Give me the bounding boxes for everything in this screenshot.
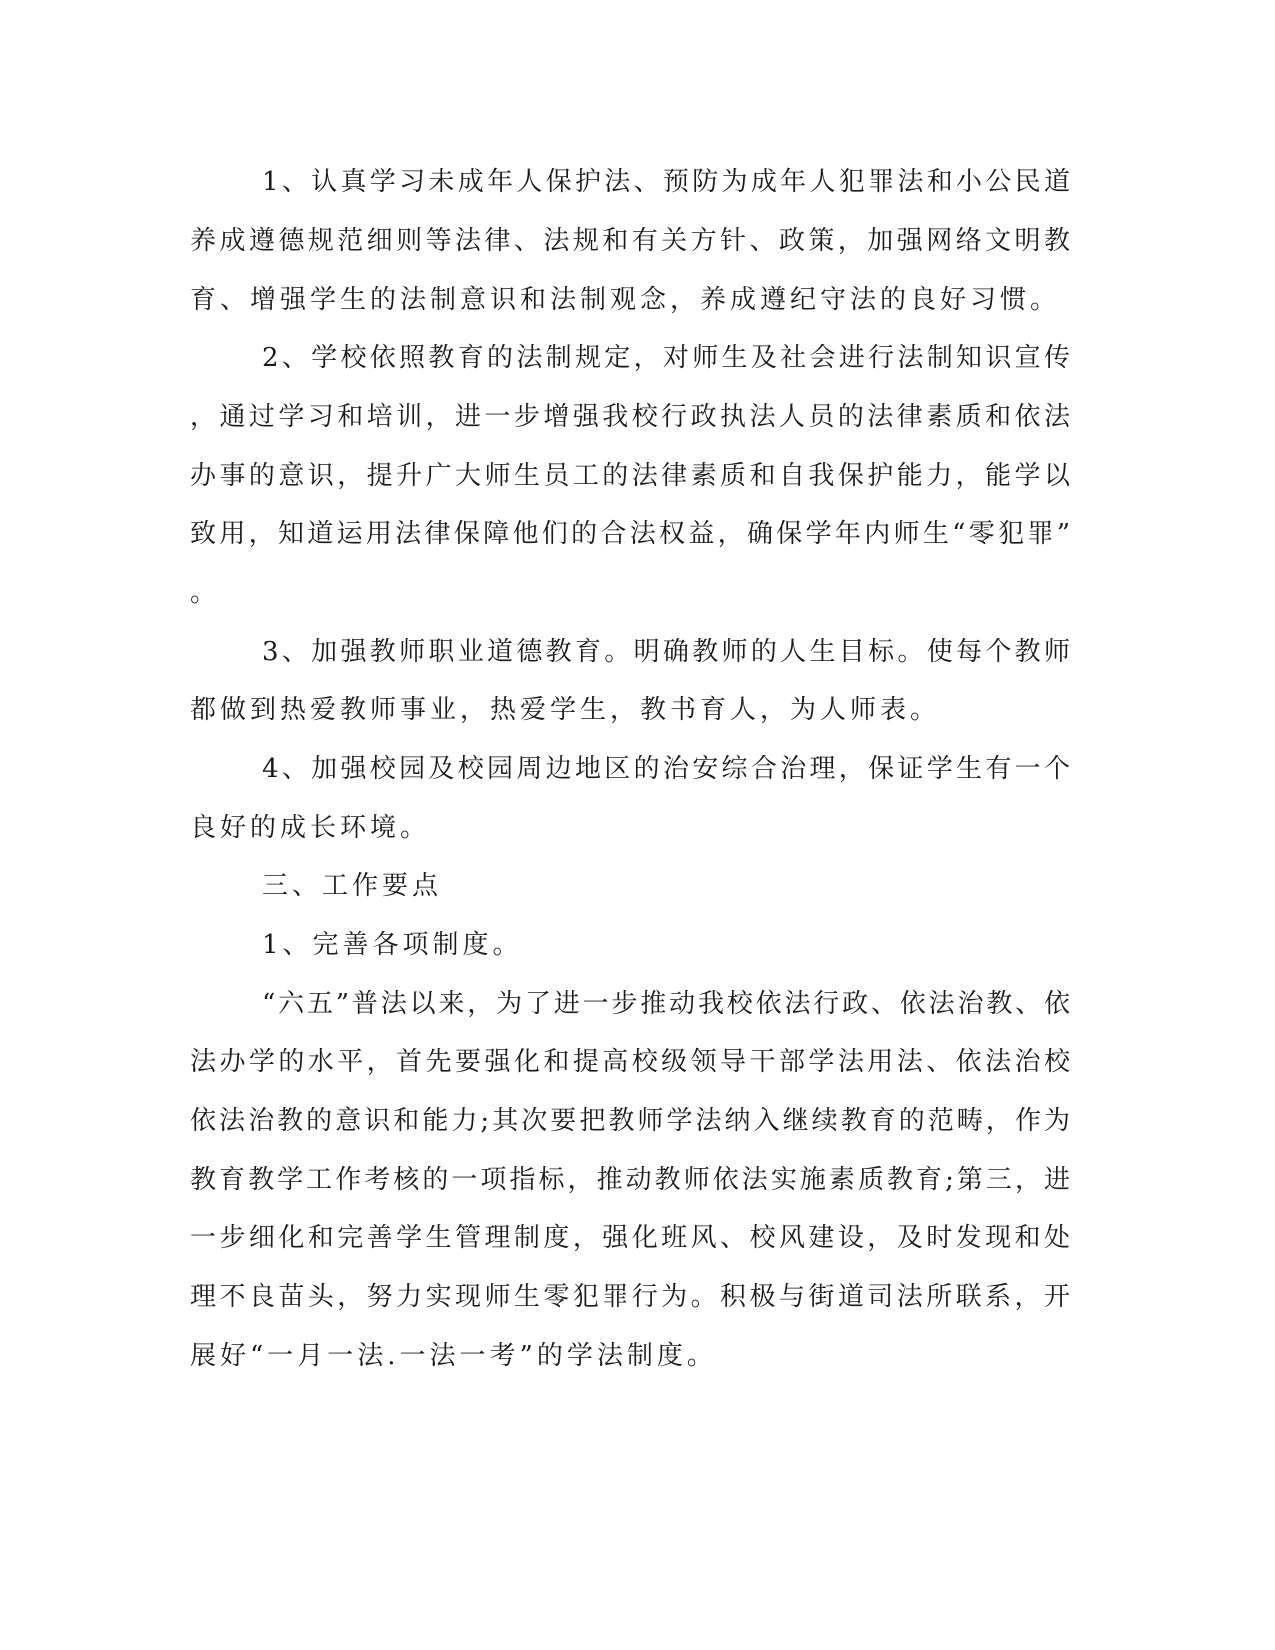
- text-line: 育、增强学生的法制意识和法制观念，养成遵纪守法的良好习惯。: [190, 285, 1061, 315]
- text-line: 养成遵德规范细则等法律、法规和有关方针、政策，加强网络文明教: [190, 226, 1070, 256]
- text-line: 致用，知道运用法律保障他们的合法权益，确保学年内师生“零犯罪”: [190, 519, 1070, 549]
- text-line: 4、加强校园及校园周边地区的治安综合治理，保证学生有一个: [262, 754, 1070, 784]
- text-line: 依法治教的意识和能力;其次要把教师学法纳入继续教育的范畴，作为: [190, 1106, 1070, 1136]
- text-line: 办事的意识，提升广大师生员工的法律素质和自我保护能力，能学以: [190, 461, 1070, 491]
- text-line: 。: [190, 578, 221, 608]
- text-line: 都做到热爱教师事业，热爱学生，教书育人，为人师表。: [190, 695, 941, 725]
- text-line: 1、认真学习未成年人保护法、预防为成年人犯罪法和小公民道: [262, 167, 1070, 197]
- text-line: 2、学校依照教育的法制规定，对师生及社会进行法制知识宣传: [262, 343, 1070, 373]
- text-line: 教育教学工作考核的一项指标，推动教师依法实施素质教育;第三，进: [190, 1165, 1070, 1195]
- section-heading: 三、工作要点: [262, 871, 443, 901]
- text-line: 3、加强教师职业道德教育。明确教师的人生目标。使每个教师: [262, 637, 1070, 667]
- text-line: 法办学的水平，首先要强化和提高校级领导干部学法用法、依法治校: [190, 1047, 1070, 1077]
- text-line: 展好“一月一法.一法一考”的学法制度。: [190, 1341, 717, 1371]
- text-line: “六五”普法以来，为了进一步推动我校依法行政、依法治教、依: [262, 989, 1070, 1019]
- text-line: 一步细化和完善学生管理制度，强化班风、校风建设，及时发现和处: [190, 1223, 1070, 1253]
- text-line: 理不良苗头，努力实现师生零犯罪行为。积极与街道司法所联系，开: [190, 1282, 1070, 1312]
- text-line: 良好的成长环境。: [190, 813, 431, 843]
- text-line: ，通过学习和培训，进一步增强我校行政执法人员的法律素质和依法: [190, 402, 1070, 432]
- subsection-heading: 1、完善各项制度。: [262, 930, 523, 960]
